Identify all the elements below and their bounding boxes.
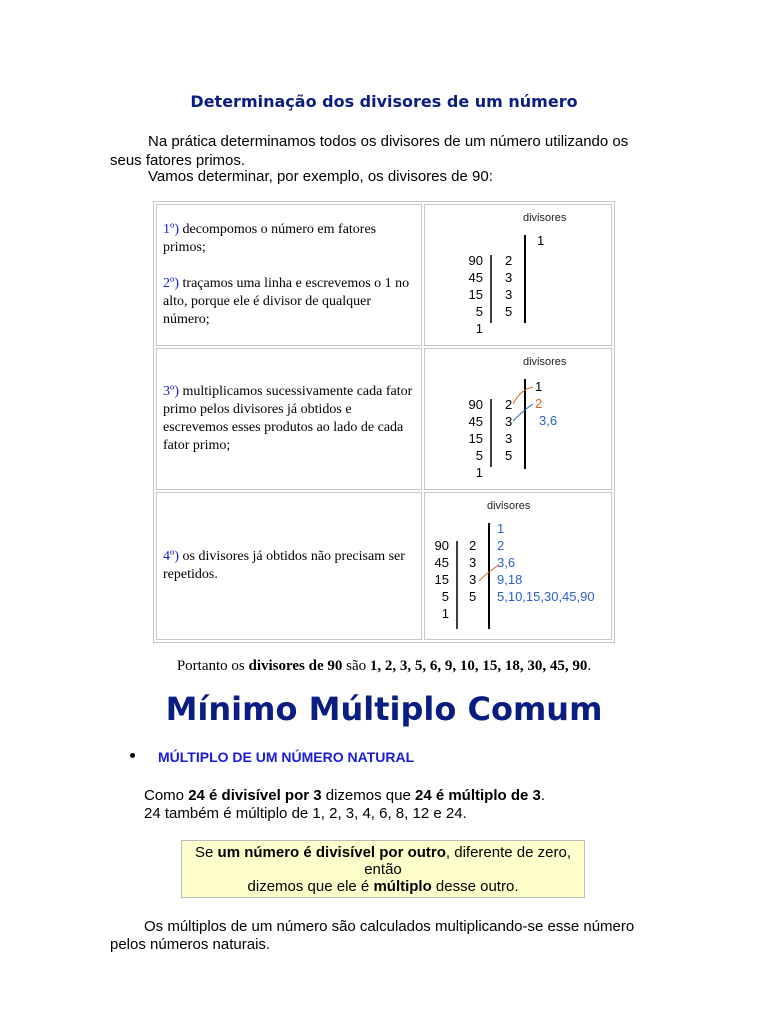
dividend-number: 90	[468, 253, 483, 268]
step-description	[156, 204, 422, 346]
prime-factor: 5	[469, 589, 477, 604]
step-diagram-3	[424, 492, 612, 640]
step-row	[156, 204, 612, 346]
step-number: 2º)	[163, 276, 180, 291]
conclusion-end: .	[587, 658, 592, 674]
diagram-header: divisores	[523, 212, 567, 224]
definition-box	[181, 840, 585, 898]
prime-factor: 2	[469, 538, 477, 553]
intro-line-1: Na prática determinamos todos os divisores de um número utilizando os	[148, 133, 629, 150]
step-number: 4º)	[163, 549, 180, 564]
divisor-label: 3,6	[539, 413, 558, 428]
text-bold: 24 é divisível por 3	[188, 787, 322, 804]
dividend-number: 90	[434, 538, 449, 553]
step-row	[156, 348, 612, 490]
definition-line: então	[364, 861, 402, 878]
conclusion-values: 1, 2, 3, 5, 6, 9, 10, 15, 18, 30, 45, 90	[369, 658, 588, 674]
outro-line-1: Os múltiplos de um número são calculados multiplicando-se esse número	[144, 918, 635, 935]
step-text: multiplicamos sucessivamente cada fator primo pelos divisores já obtidos e escrevemos esses produtos ao lado de cada fator primo;	[163, 384, 413, 453]
dividend-number: 15	[468, 287, 483, 302]
text-fragment: Como	[144, 787, 189, 804]
step-paragraph	[163, 275, 415, 329]
prime-factor: 5	[505, 304, 513, 319]
prime-factor: 3	[469, 555, 477, 570]
text-fragment: dizemos que	[321, 787, 415, 804]
multiple-line-2: 24 também é múltiplo de 1, 2, 3, 4, 6, 8, 12 e 24.	[144, 805, 467, 822]
step-number: 3º)	[163, 384, 180, 399]
divisor-label: 9,18	[497, 572, 523, 587]
step-row	[156, 492, 612, 640]
page-title: Mínimo Múltiplo Comum	[165, 690, 603, 728]
prime-factor: 2	[505, 397, 513, 412]
divisor-label: 1	[537, 233, 545, 248]
dividend-number: 15	[468, 431, 483, 446]
step-text: traçamos uma linha e escrevemos o 1 no alto, porque ele é divisor de qualquer número;	[163, 276, 410, 327]
multiple-line-1	[144, 786, 545, 805]
dividend-number: 1	[475, 465, 483, 480]
divisor-label: 2	[497, 538, 505, 553]
step-paragraph	[163, 548, 415, 584]
dividend-number: 45	[434, 555, 449, 570]
conclusion-term: divisores de 90	[248, 658, 343, 674]
step-diagram-2	[424, 348, 612, 490]
divisor-label: 5,10,15,30,45,90	[497, 589, 595, 604]
prime-factor: 5	[505, 448, 513, 463]
dividend-number: 5	[475, 448, 483, 463]
text-fragment: desse outro.	[431, 878, 519, 895]
definition-line	[182, 878, 584, 895]
text-fragment: .	[540, 787, 546, 804]
dividend-number: 5	[441, 589, 449, 604]
step-number: 1º)	[163, 222, 180, 237]
divisor-label: 1	[497, 521, 505, 536]
divisor-label: 1	[535, 379, 543, 394]
dividend-number: 1	[441, 606, 449, 621]
definition-line	[182, 844, 584, 861]
step-diagram-1	[424, 204, 612, 346]
text-fragment: dizemos que ele é	[247, 878, 374, 895]
conclusion-prefix: Portanto os	[176, 658, 249, 674]
prime-factor: 2	[505, 253, 513, 268]
text-bold: um número é divisível por outro	[217, 844, 446, 861]
prime-factor: 3	[505, 414, 513, 429]
conclusion	[0, 658, 768, 675]
bullet-heading: MÚLTIPLO DE UM NÚMERO NATURAL	[158, 749, 415, 765]
intro-line-2: seus fatores primos.	[110, 152, 246, 169]
prime-factor: 3	[505, 287, 513, 302]
diagram-header: divisores	[487, 500, 531, 512]
step-description	[156, 348, 422, 490]
divisor-label: 3,6	[497, 555, 516, 570]
prime-factor: 3	[505, 431, 513, 446]
section-title: Determinação dos divisores de um número	[190, 92, 578, 111]
text-fragment: Se	[195, 844, 218, 861]
step-paragraph	[163, 221, 415, 257]
prime-factor: 3	[469, 572, 477, 587]
prime-factor: 3	[505, 270, 513, 285]
step-text: os divisores já obtidos não precisam ser repetidos.	[163, 549, 405, 582]
dividend-number: 15	[434, 572, 449, 587]
dividend-number: 90	[468, 397, 483, 412]
text-bold: 24 é múltiplo de 3	[414, 787, 541, 804]
text-fragment: , diferente de zero,	[445, 844, 571, 861]
steps-table	[153, 201, 615, 643]
intro-line-3: Vamos determinar, por exemplo, os divisores de 90:	[148, 168, 493, 185]
bullet-dot	[130, 753, 135, 758]
conclusion-mid: são	[342, 658, 370, 674]
dividend-number: 45	[468, 414, 483, 429]
outro-line-2: pelos números naturais.	[110, 936, 271, 953]
dividend-number: 45	[468, 270, 483, 285]
step-text: decompomos o número em fatores primos;	[163, 222, 377, 255]
dividend-number: 5	[475, 304, 483, 319]
step-description	[156, 492, 422, 640]
divisor-label: 2	[535, 396, 543, 411]
dividend-number: 1	[475, 321, 483, 336]
step-paragraph	[163, 383, 415, 455]
text-bold: múltiplo	[373, 878, 432, 895]
diagram-header: divisores	[523, 356, 567, 368]
